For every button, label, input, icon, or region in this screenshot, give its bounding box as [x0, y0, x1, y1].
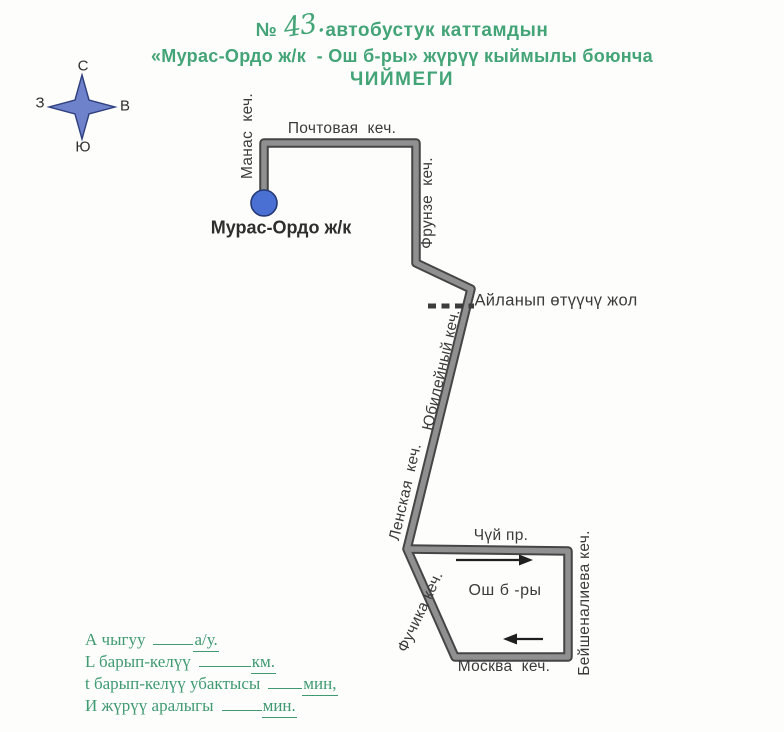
compass-south-label: Ю	[75, 138, 91, 156]
number-sign: №	[255, 20, 278, 41]
bypass-road-label: Айланып өтүүчү жол	[474, 291, 638, 310]
title-line-3: ЧИЙМЕГИ	[349, 69, 455, 90]
street-label-manas: Манас кеч.	[239, 93, 256, 179]
legend-blank-line	[268, 673, 302, 689]
legend-blank-line	[153, 629, 193, 645]
terminal-name-label: Мурас-Ордо ж/к	[210, 217, 352, 238]
compass-north-label: С	[77, 57, 89, 75]
osh-boulevard-label: Ош б -ры	[468, 582, 542, 599]
route-number-handwritten: 43.	[281, 7, 327, 44]
title-line-2: «Мурас-Ордо ж/к - Ош б-ры» жүрүү кыймылы боюнча	[151, 46, 653, 66]
legend-unit: мин.	[262, 695, 297, 718]
compass-west-label: З	[35, 94, 45, 112]
legend-blank-line	[222, 695, 262, 711]
legend-row-roundtrip-time	[85, 673, 338, 695]
legend-label: L барып-келүү	[85, 652, 191, 671]
legend-unit: км.	[251, 651, 276, 674]
street-label-pochtovaya: Почтовая кеч.	[287, 120, 397, 137]
legend-row-distance	[85, 651, 338, 673]
legend-row-departures	[85, 629, 338, 651]
street-label-fuchika: Фучика кеч.	[394, 568, 447, 655]
legend-block	[85, 629, 338, 717]
legend-blank-line	[199, 651, 251, 667]
street-label-frunze: Фрунзе кеч.	[419, 157, 436, 249]
street-label-moskva: Москва кеч.	[457, 658, 551, 675]
legend-label: t барып-келүү убактысы	[85, 674, 261, 693]
legend-label: И жүрүү аралыгы	[85, 696, 214, 715]
title-line-1-text: автобустук каттамдын	[325, 20, 549, 41]
legend-row-interval	[85, 695, 338, 717]
legend-unit: а/у.	[193, 629, 218, 652]
street-label-yubileyny: Юбилейный кеч.	[419, 307, 464, 433]
street-label-beishenalieva: Бейшеналиева кеч.	[576, 530, 593, 676]
legend-label: А чыгуу	[85, 630, 146, 649]
street-label-chui: Чүй пр.	[473, 527, 529, 544]
legend-unit: мин,	[302, 673, 337, 696]
street-label-lenskaya: Ленская кеч.	[386, 441, 425, 543]
terminal-stop-marker	[251, 190, 277, 216]
westbound-arrow-icon	[503, 634, 543, 645]
eastbound-arrow-icon	[456, 555, 533, 566]
compass-east-label: В	[119, 97, 131, 115]
